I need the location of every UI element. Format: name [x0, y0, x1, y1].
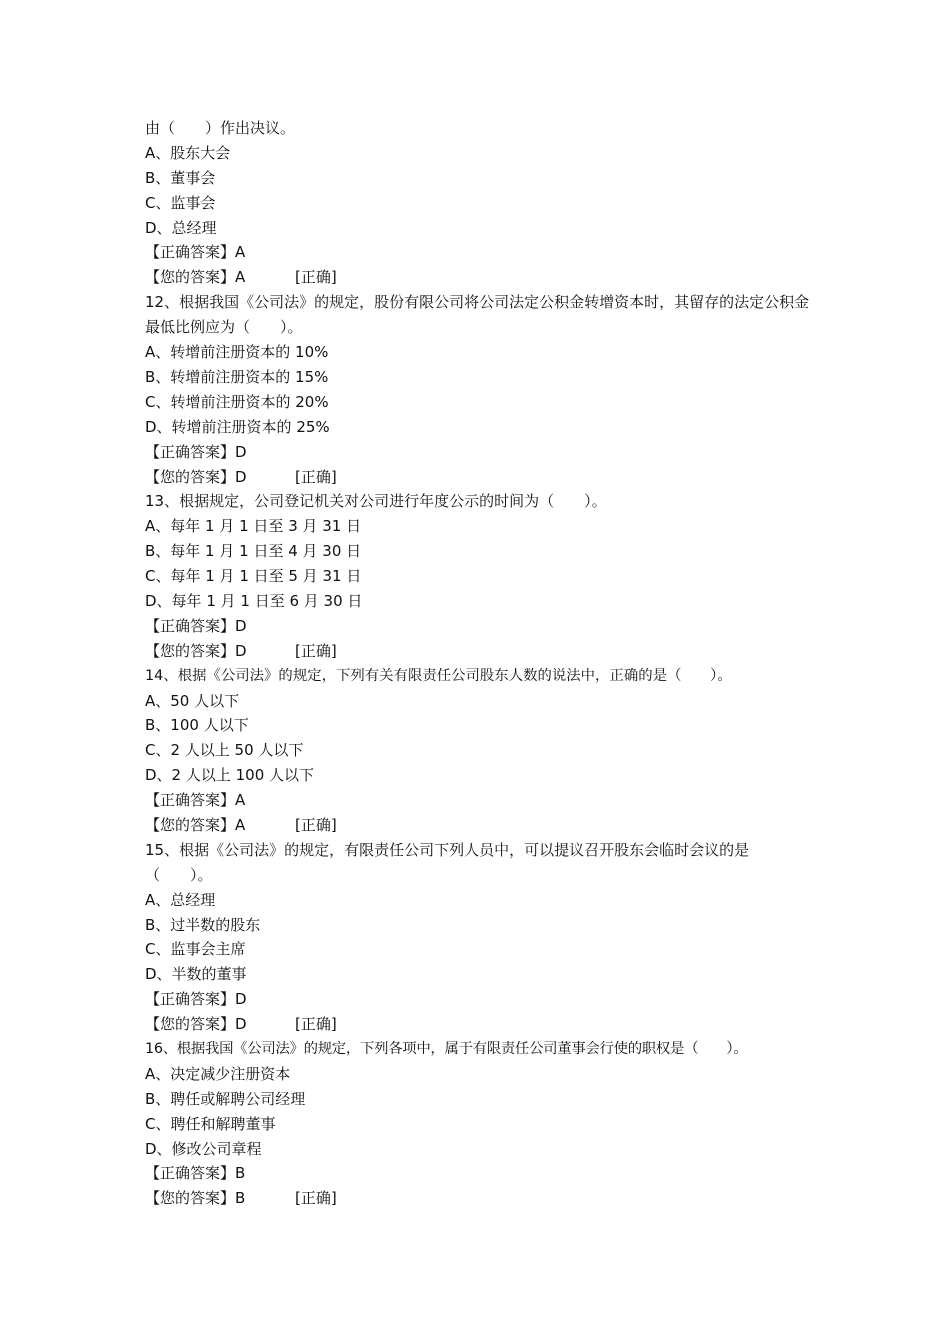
question-stem: 12、根据我国《公司法》的规定，股份有限公司将公司法定公积金转增资本时，其留存的法定公积金最低比例应为（ ）。 [145, 293, 810, 337]
question-stem: 13、根据规定，公司登记机关对公司进行年度公示的时间为（ ）。 [145, 492, 607, 511]
result-badge: [正确] [295, 268, 337, 287]
correct-answer: 【正确答案】D [145, 616, 247, 635]
option-d: D、2 人以上 100 人以下 [145, 766, 315, 785]
question-stem: 16、根据我国《公司法》的规定，下列各项中，属于有限责任公司董事会行使的职权是（ ）。 [145, 1041, 748, 1058]
option-d: D、总经理 [145, 218, 217, 237]
option-c: C、监事会主席 [145, 940, 246, 959]
question-stem: 由（ ）作出决议。 [145, 119, 296, 137]
option-b: B、董事会 [145, 168, 216, 187]
option-b: B、100 人以下 [145, 716, 249, 735]
option-d: D、半数的董事 [145, 965, 247, 984]
option-b: B、转增前注册资本的 15% [145, 367, 329, 386]
question-15 [145, 838, 815, 1037]
your-answer-line [145, 465, 815, 490]
option-d: D、转增前注册资本的 25% [145, 417, 330, 436]
your-answer-line [145, 639, 815, 664]
question-stem: 15、根据《公司法》的规定，有限责任公司下列人员中，可以提议召开股东会临时会议的是（ ）。 [145, 840, 750, 884]
your-answer-line [145, 813, 815, 838]
option-a: A、每年 1 月 1 日至 3 月 31 日 [145, 517, 362, 536]
question-14 [145, 664, 815, 838]
option-a: A、决定减少注册资本 [145, 1064, 291, 1083]
correct-answer: 【正确答案】D [145, 442, 247, 461]
question-fragment [145, 116, 815, 290]
your-answer: 【您的答案】A [145, 268, 246, 287]
your-answer-line [145, 265, 815, 290]
correct-answer: 【正确答案】A [145, 243, 246, 262]
option-c: C、2 人以上 50 人以下 [145, 741, 304, 760]
correct-answer: 【正确答案】B [145, 1164, 246, 1183]
result-badge: [正确] [295, 1189, 337, 1208]
option-d: D、修改公司章程 [145, 1139, 262, 1158]
your-answer-line [145, 1012, 815, 1037]
option-a: A、总经理 [145, 890, 216, 909]
result-badge: [正确] [295, 641, 337, 660]
option-b: B、每年 1 月 1 日至 4 月 30 日 [145, 542, 362, 561]
your-answer: 【您的答案】B [145, 1189, 246, 1208]
question-12 [145, 290, 815, 489]
document-page [145, 116, 815, 1211]
option-c: C、转增前注册资本的 20% [145, 392, 329, 411]
option-c: C、监事会 [145, 193, 216, 212]
result-badge: [正确] [295, 467, 337, 486]
your-answer: 【您的答案】A [145, 815, 246, 834]
option-c: C、聘任和解聘董事 [145, 1114, 276, 1133]
your-answer-line [145, 1186, 815, 1211]
result-badge: [正确] [295, 1015, 337, 1034]
option-b: B、过半数的股东 [145, 915, 261, 934]
option-a: A、50 人以下 [145, 691, 240, 710]
your-answer: 【您的答案】D [145, 467, 247, 486]
your-answer: 【您的答案】D [145, 641, 247, 660]
option-b: B、聘任或解聘公司经理 [145, 1089, 306, 1108]
option-d: D、每年 1 月 1 日至 6 月 30 日 [145, 591, 363, 610]
correct-answer: 【正确答案】D [145, 990, 247, 1009]
correct-answer: 【正确答案】A [145, 791, 246, 810]
option-a: A、转增前注册资本的 10% [145, 343, 329, 362]
question-13 [145, 489, 815, 663]
question-stem: 14、根据《公司法》的规定，下列有关有限责任公司股东人数的说法中，正确的是（ ）。 [145, 667, 732, 684]
result-badge: [正确] [295, 815, 337, 834]
option-a: A、股东大会 [145, 143, 231, 162]
question-16 [145, 1037, 815, 1211]
option-c: C、每年 1 月 1 日至 5 月 31 日 [145, 567, 362, 586]
your-answer: 【您的答案】D [145, 1015, 247, 1034]
